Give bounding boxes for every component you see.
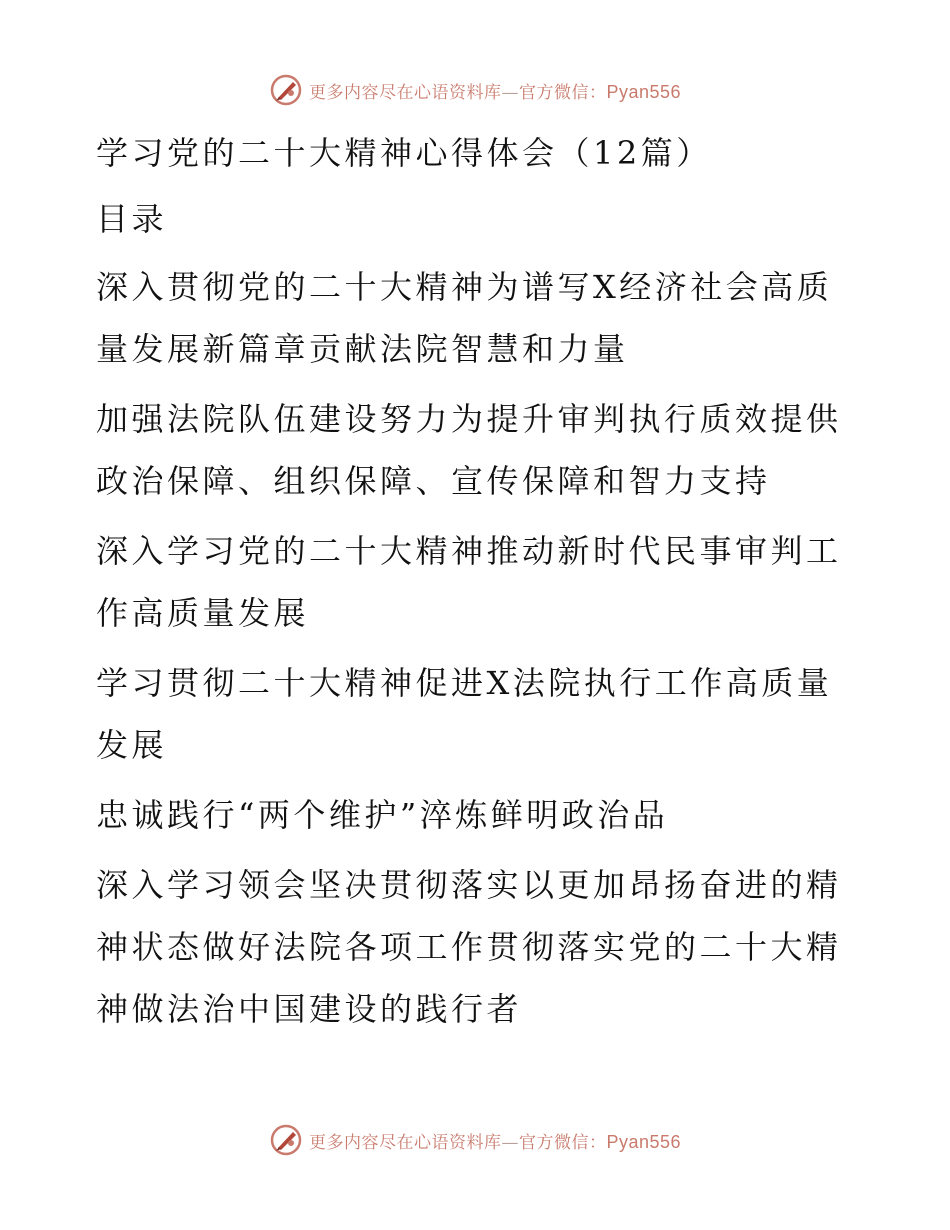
banner-separator: — xyxy=(501,82,519,103)
toc-item: 加强法院队伍建设努力为提升审判执行质效提供政治保障、组织保障、宣传保障和智力支持 xyxy=(96,400,842,500)
footer-banner xyxy=(0,1120,950,1160)
header-banner xyxy=(0,70,950,110)
quill-logo-icon xyxy=(269,1123,303,1157)
toc-item: 深入贯彻党的二十大精神为谱写X经济社会高质量发展新篇章贡献法院智慧和力量 xyxy=(96,268,833,368)
toc-item: 学习贯彻二十大精神促进X法院执行工作高质量发展 xyxy=(96,664,833,764)
banner-account: Pyan556 xyxy=(606,81,682,102)
banner-label: 官方微信： xyxy=(518,82,607,103)
toc-item: 深入学习党的二十大精神推动新时代民事审判工作高质量发展 xyxy=(96,532,842,632)
document-title: 学习党的二十大精神心得体会（12篇） xyxy=(96,134,712,172)
banner-main-text: 更多内容尽在心语资料库 xyxy=(308,82,502,103)
banner-separator: — xyxy=(501,1132,519,1153)
document-body xyxy=(96,122,856,1048)
toc-item: 深入学习领会坚决贯彻落实以更加昂扬奋进的精神状态做好法院各项工作贯彻落实党的二十大精神做法治中国建设的践行者 xyxy=(96,866,842,1028)
toc-item: 忠诚践行“两个维护”淬炼鲜明政治品 xyxy=(96,796,669,834)
banner-main-text: 更多内容尽在心语资料库 xyxy=(308,1132,502,1153)
quill-logo-icon xyxy=(269,73,303,107)
toc-heading: 目录 xyxy=(96,200,168,238)
banner-account: Pyan556 xyxy=(606,1131,682,1152)
banner-label: 官方微信： xyxy=(518,1132,607,1153)
